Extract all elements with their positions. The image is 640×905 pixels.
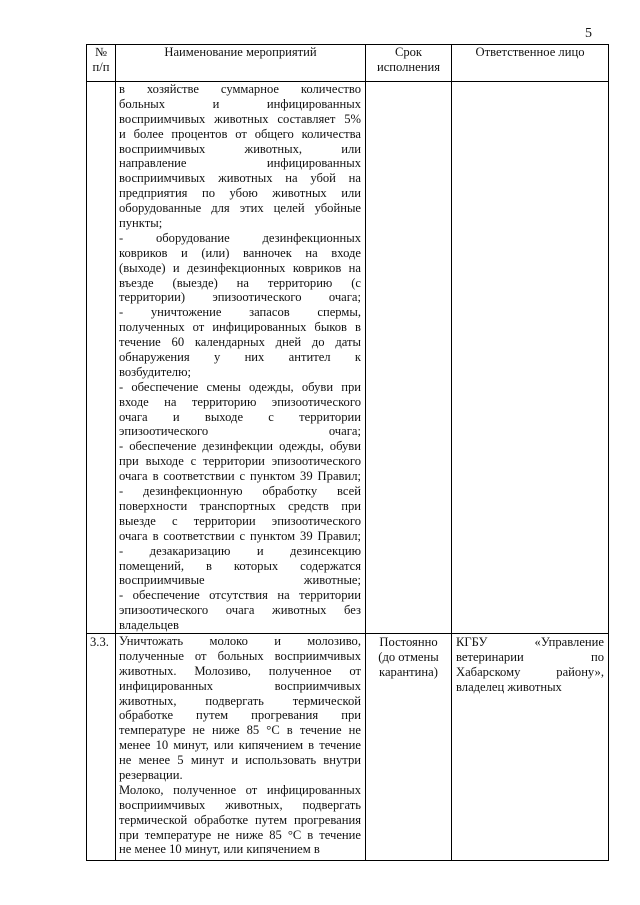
header-action: Наименование мероприятий xyxy=(116,45,366,82)
row-action xyxy=(116,82,366,634)
responsible-text-line: КГБУ «Управление xyxy=(456,634,604,649)
action-text-line: восприимчивых животных на убой на xyxy=(119,171,361,186)
action-text-line: животных, подвергать термической xyxy=(119,693,361,708)
action-text-line: эпизоотического очага животных без xyxy=(119,603,361,618)
action-text-line: при выходе с территории эпизоотического xyxy=(119,454,361,469)
action-text-line: температуре не ниже 85 °С в течение не xyxy=(119,723,361,738)
action-text-line: пункты; xyxy=(119,216,163,231)
action-text-line: территории) эпизоотического очага; xyxy=(119,290,361,305)
action-text-line: предприятия по убою животных или xyxy=(119,186,361,201)
responsible-text-line: Хабарскому району», xyxy=(456,664,604,679)
action-text-line: въезде (выезде) на территорию (с xyxy=(119,275,361,290)
action-text-line: владельцев xyxy=(119,618,179,633)
action-text-line: - уничтожение запасов спермы, xyxy=(119,305,361,320)
action-text-line: оборудованные для этих целей убойные xyxy=(119,201,361,216)
row-number xyxy=(87,82,116,634)
action-text-line: Уничтожать молоко и молозиво, xyxy=(119,633,361,648)
row-responsible xyxy=(452,633,609,860)
action-text-line: помещений, в которых содержатся xyxy=(119,558,361,573)
action-text-line: восприимчивых животных, или xyxy=(119,141,361,156)
action-text-line: полученные от больных восприимчивых xyxy=(119,648,361,663)
action-text-line: поверхности транспортных средств при xyxy=(119,498,361,513)
action-text-line: обработке путем прогревания при xyxy=(119,708,361,723)
action-text-line: очага в соответствии с пунктом 39 Правил; xyxy=(119,528,361,543)
table-row xyxy=(87,633,609,860)
action-text-line: животных. Молозиво, полученное от xyxy=(119,663,361,678)
action-text-line: направление инфицированных xyxy=(119,156,361,171)
action-text-line: инфицированных восприимчивых xyxy=(119,678,361,693)
action-text-line: - обеспечение отсутствия на территории xyxy=(119,588,361,603)
row-responsible xyxy=(452,82,609,634)
action-text-line: эпизоотического очага; xyxy=(119,424,361,439)
action-text-line: - обеспечение смены одежды, обуви при xyxy=(119,379,361,394)
action-text-line: ковриков и (или) ванночек на входе xyxy=(119,245,361,260)
action-text-line: - дезакаризацию и дезинсекцию xyxy=(119,543,361,558)
action-text-line: - оборудование дезинфекционных xyxy=(119,230,361,245)
row-number: 3.3. xyxy=(87,633,116,860)
action-text-line: очага в соответствии с пунктом 39 Правил; xyxy=(119,469,361,484)
header-number: № п/п xyxy=(87,45,116,82)
action-text-line: восприимчивых животных, подвергать xyxy=(119,797,361,812)
action-text-line: менее 10 минут, или кипячением в течение xyxy=(119,738,361,753)
table-header-row xyxy=(87,45,609,82)
row-action xyxy=(116,633,366,860)
action-text-line: не менее 5 минут и использовать внутри xyxy=(119,753,361,768)
action-text-line: полученных от инфицированных быков в xyxy=(119,320,361,335)
action-text-line: при температуре не ниже 85 °С в течение xyxy=(119,827,361,842)
action-text-line: восприимчивые животные; xyxy=(119,573,361,588)
action-text-line: выезде с территории эпизоотического xyxy=(119,513,361,528)
action-text-line: больных и инфицированных xyxy=(119,96,361,111)
action-text-line: очага и выходе с территории xyxy=(119,409,361,424)
action-text-line: и более процентов от общего количества xyxy=(119,126,361,141)
action-text-line: термической обработке путем прогревания xyxy=(119,812,361,827)
action-text-line: резервации. xyxy=(119,767,183,782)
action-text-line: восприимчивых животных составляет 5% xyxy=(119,111,361,126)
action-text-line: (выходе) и дезинфекционных ковриков на xyxy=(119,260,361,275)
row-term: Постоянно (до отмены карантина) xyxy=(366,633,452,860)
responsible-text-line: владелец животных xyxy=(456,679,562,694)
row-term xyxy=(366,82,452,634)
responsible-text-line: ветеринарии по xyxy=(456,649,604,664)
action-text-line: течение 60 календарных дней до даты xyxy=(119,335,361,350)
table-row xyxy=(87,82,609,634)
action-text-line: входе на территорию эпизоотического xyxy=(119,394,361,409)
measures-table xyxy=(86,44,609,861)
action-text-line: - обеспечение дезинфекции одежды, обуви xyxy=(119,439,361,454)
action-text-line: не менее 10 минут, или кипячением в xyxy=(119,842,320,857)
action-text-line: в хозяйстве суммарное количество xyxy=(119,82,361,96)
page-number: 5 xyxy=(585,26,592,41)
header-responsible: Ответственное лицо xyxy=(452,45,609,82)
action-text-line: возбудителю; xyxy=(119,364,191,379)
action-text-line: - дезинфекционную обработку всей xyxy=(119,484,361,499)
header-term: Срок исполнения xyxy=(366,45,452,82)
action-text-line: Молоко, полученное от инфицированных xyxy=(119,782,361,797)
action-text-line: обнаружения у них антител к xyxy=(119,350,361,365)
